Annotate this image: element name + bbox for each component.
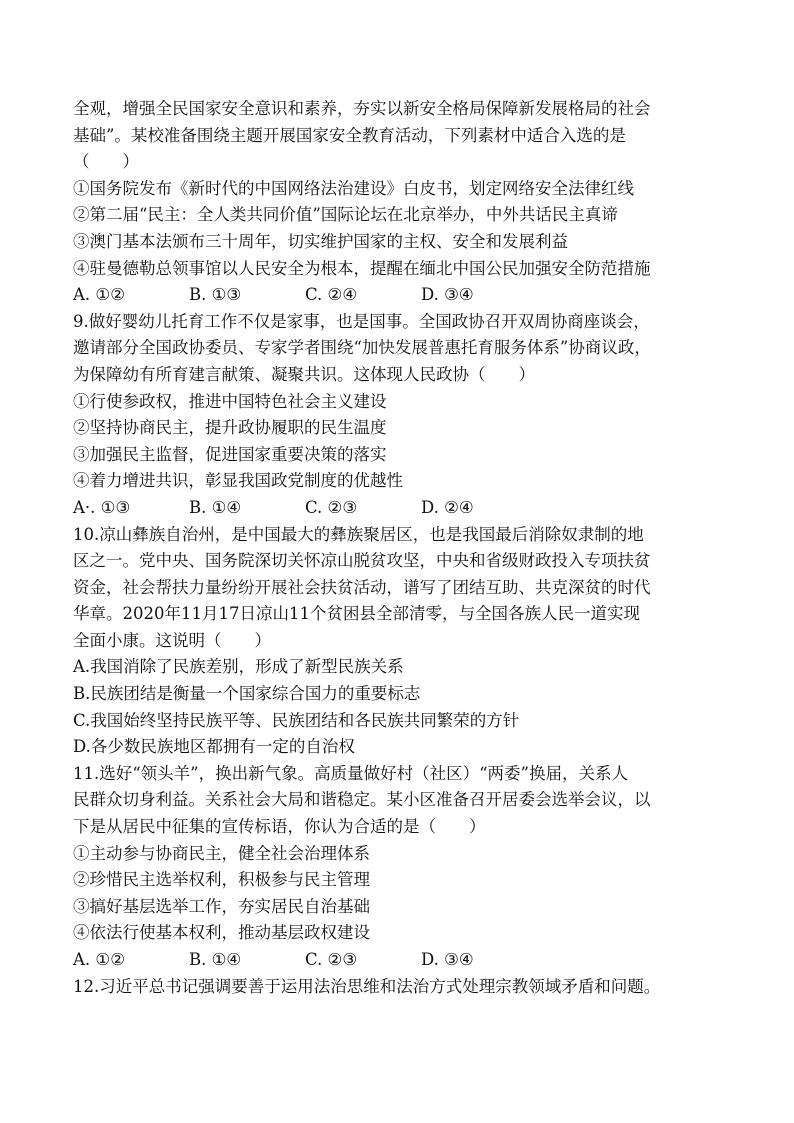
- question-stem-line: 下是从居民中征集的宣传标语，你认为合适的是（ ）: [73, 817, 486, 837]
- question-stem-line: 12.习近平总书记强调要善于运用法治思维和法治方式处理宗教领域矛盾和问题。: [73, 976, 661, 996]
- statement-item: ②坚持协商民主，提升政协履职的民生温度: [73, 418, 387, 438]
- question-8: [73, 96, 743, 309]
- answer-option-b: B. ①④: [189, 497, 242, 517]
- statement-item: ①行使参政权，推进中国特色社会主义建设: [73, 391, 387, 411]
- answer-option-c: C. ②③: [305, 497, 358, 517]
- statement-item: ④驻曼德勒总领事馆以人民安全为根本，提醒在缅北中国公民加强安全防范措施: [73, 258, 651, 278]
- question-stem-line: 为保障幼有所育建言献策、凝聚共识。这体现人民政协（ ）: [73, 364, 535, 384]
- answer-options: [73, 495, 743, 522]
- question-12: [73, 974, 743, 1001]
- question-stem-line: 邀请部分全国政协委员、专家学者围绕“加快发展普惠托育服务体系”协商议政，: [73, 338, 651, 358]
- question-stem-line: 基础”。某校准备围绕主题开展国家安全教育活动，下列素材中适合入选的是: [73, 125, 626, 145]
- statement-item: ③澳门基本法颁布三十周年，切实维护国家的主权、安全和发展利益: [73, 231, 568, 251]
- answer-choice-b: B.民族团结是衡量一个国家综合国力的重要标志: [73, 684, 421, 704]
- question-stem-line: 全面小康。这说明（ ）: [73, 630, 271, 650]
- statement-item: ④着力增进共识，彰显我国政党制度的优越性: [73, 471, 403, 491]
- answer-options: [73, 947, 743, 974]
- statement-item: ②第二届“民主：全人类共同价值”国际论坛在北京举办，中外共话民主真谛: [73, 205, 618, 225]
- answer-option-c: C. ②③: [305, 950, 358, 969]
- question-stem-line: 10.凉山彝族自治州，是中国最大的彝族聚居区，也是我国最后消除奴隶制的地: [73, 524, 644, 544]
- answer-options: [73, 282, 743, 309]
- question-stem-line: 9.做好婴幼儿托育工作不仅是家事，也是国事。全国政协召开双周协商座谈会，: [73, 311, 650, 331]
- question-stem-line: 华章。2020年11月17日凉山11个贫困县全部清零，与全国各族人民一道实现: [73, 604, 640, 624]
- question-stem-line: 区之一。党中央、国务院深切关怀凉山脱贫攻坚，中央和省级财政投入专项扶贫: [73, 551, 651, 571]
- answer-choice-c: C.我国始终坚持民族平等、民族团结和各民族共同繁荣的方针: [73, 710, 520, 730]
- statement-item: ④依法行使基本权利，推动基层政权建设: [73, 923, 370, 943]
- answer-option-b: B. ①④: [189, 950, 242, 969]
- statement-item: ②珍惜民主选举权利，积极参与民主管理: [73, 870, 370, 890]
- statement-item: ①国务院发布《新时代的中国网络法治建设》白皮书，划定网络安全法律红线: [73, 178, 634, 198]
- statement-item: ③搞好基层选举工作，夯实居民自治基础: [73, 896, 370, 916]
- answer-choice-d: D.各少数民族地区都拥有一定的自治权: [73, 737, 355, 757]
- question-11: [73, 761, 743, 974]
- answer-option-d: D. ③④: [421, 285, 474, 305]
- answer-option-d: D. ③④: [421, 950, 474, 969]
- answer-option-a: A. ①②: [73, 950, 125, 969]
- answer-option-b: B. ①③: [189, 285, 242, 305]
- question-10: [73, 522, 743, 761]
- answer-choice-a: A.我国消除了民族差别，形成了新型民族关系: [73, 657, 404, 677]
- answer-option-c: C. ②④: [305, 285, 358, 305]
- statement-item: ①主动参与协商民主，健全社会治理体系: [73, 843, 370, 863]
- statement-item: ③加强民主监督，促进国家重要决策的落实: [73, 444, 387, 464]
- answer-option-d: D. ②④: [421, 497, 474, 517]
- question-stem-line: （ ）: [73, 152, 139, 172]
- question-9: [73, 309, 743, 522]
- question-stem-line: 11.选好“领头羊”，换出新气象。高质量做好村（社区）“两委”换届，关系人: [73, 763, 628, 783]
- question-stem-line: 全观，增强全民国家安全意识和素养，夯实以新安全格局保障新发展格局的社会: [73, 99, 651, 118]
- answer-option-a: A·. ①③: [73, 497, 131, 517]
- document-page: [73, 96, 743, 1000]
- answer-option-a: A. ①②: [73, 285, 125, 305]
- question-stem-line: 民群众切身利益。关系社会大局和谐稳定。某小区准备召开居委会选举会议，以: [73, 790, 651, 810]
- question-stem-line: 资金，社会帮扶力量纷纷开展社会扶贫活动，谱写了团结互助、共克深贫的时代: [73, 577, 651, 597]
